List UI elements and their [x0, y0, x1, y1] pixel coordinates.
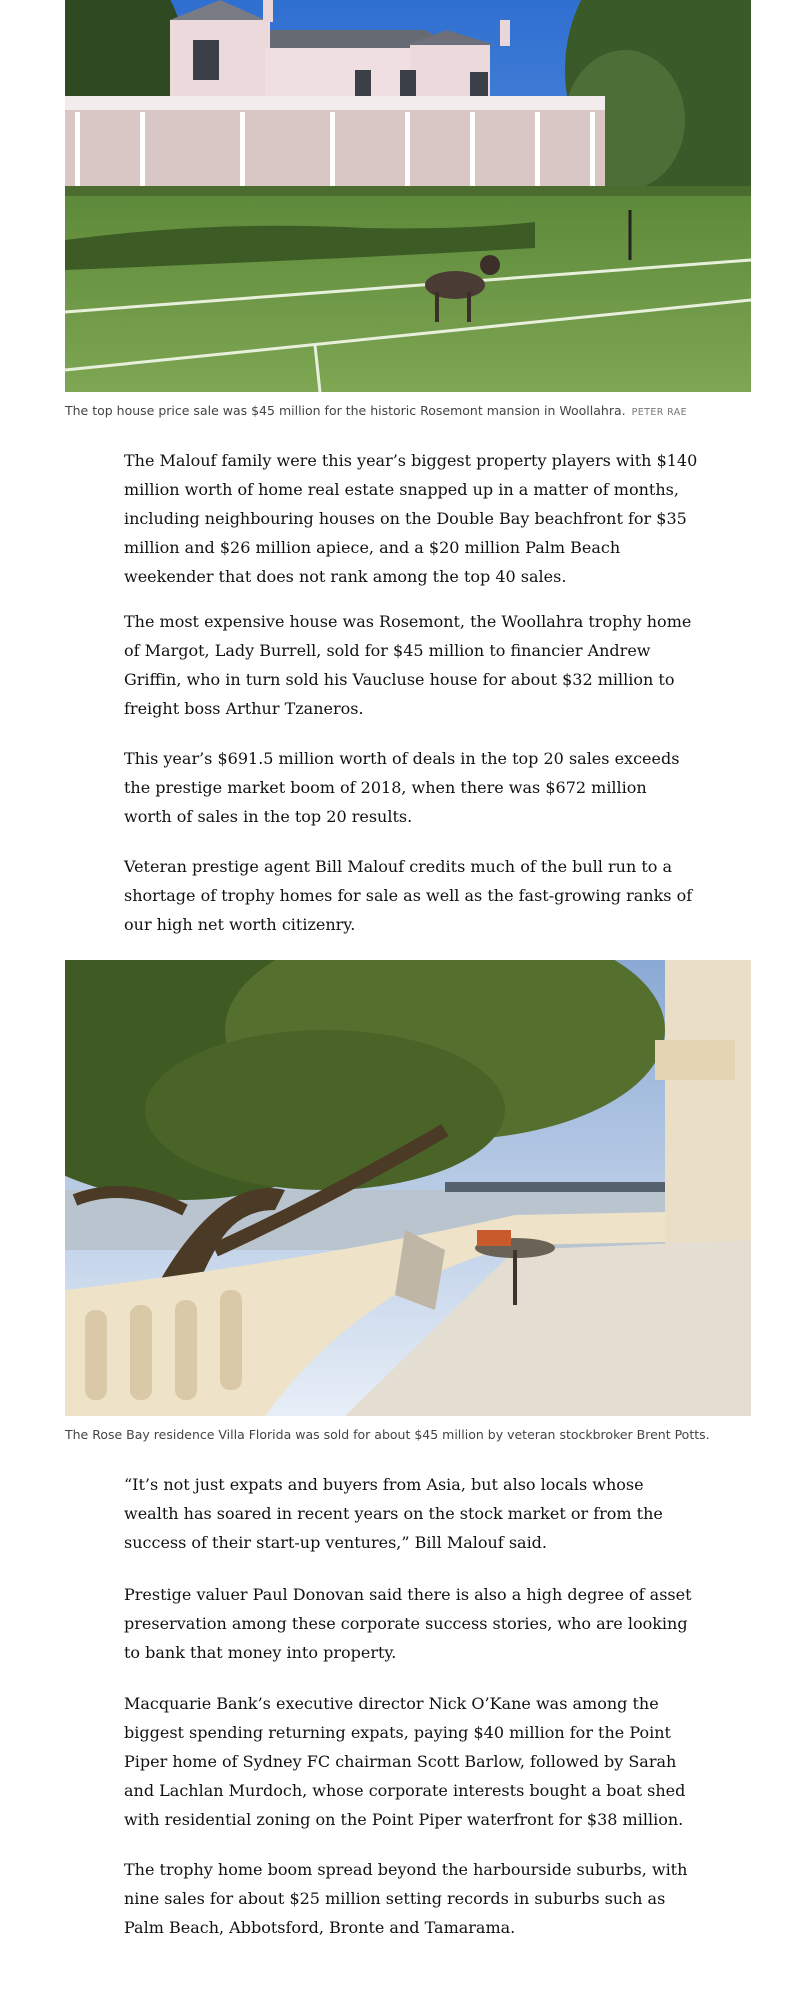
article-paragraph: This year’s $691.5 million worth of deals in the top 20 sales exceeds the prestige market boom of 2018, when there was $672 million worth of sales in the top 20 results. [124, 749, 680, 826]
article-paragraph: Prestige valuer Paul Donovan said there is also a high degree of asset preservation among these corporate success stories, who are looking to bank that money into property. [124, 1585, 692, 1662]
caption-text: The Rose Bay residence Villa Florida was sold for about $45 million by veteran stockbroker Brent Potts. [65, 1427, 710, 1442]
article-paragraph: Macquarie Bank’s executive director Nick O’Kane was among the biggest spending returning expats, paying $40 million for the Point Piper home of Sydney FC chairman Scott Barlow, followed by Sarah and Lachlan Murdoch, whose corporate interests bought a boat shed with residential zoning on the Point Piper waterfront for $38 million. [124, 1694, 686, 1829]
figure-caption [65, 1426, 751, 1444]
figure-villa-florida [65, 960, 751, 1444]
article-paragraph: The trophy home boom spread beyond the harbourside suburbs, with nine sales for about $25 million setting records in suburbs such as Palm Beach, Abbotsford, Bronte and Tamarama. [124, 1860, 688, 1937]
figure-caption [65, 402, 751, 422]
caption-text: The top house price sale was $45 million for the historic Rosemont mansion in Woollahra. [65, 403, 626, 418]
photo-rosemont-mansion [65, 0, 751, 392]
article-paragraph: The Malouf family were this year’s biggest property players with $140 million worth of home real estate snapped up in a matter of months, including neighbouring houses on the Double Bay beachfront for $35 million and $26 million apiece, and a $20 million Palm Beach weekender that does not rank among the top 40 sales. [124, 451, 698, 586]
photo-villa-florida-terrace [65, 960, 751, 1416]
photo-credit: PETER RAE [631, 407, 688, 418]
article-paragraph: The most expensive house was Rosemont, the Woollahra trophy home of Margot, Lady Burrell, sold for $45 million to financier Andrew Griffin, who in turn sold his Vaucluse house for about $32 million to freight boss Arthur Tzaneros. [124, 612, 692, 718]
figure-rosemont [65, 0, 751, 422]
article-paragraph: Veteran prestige agent Bill Malouf credits much of the bull run to a shortage of trophy homes for sale as well as the fast-growing ranks of our high net worth citizenry. [124, 857, 693, 934]
article-paragraph: “It’s not just expats and buyers from Asia, but also locals whose wealth has soared in recent years on the stock market or from the success of their start-up ventures,” Bill Malouf said. [124, 1475, 663, 1552]
